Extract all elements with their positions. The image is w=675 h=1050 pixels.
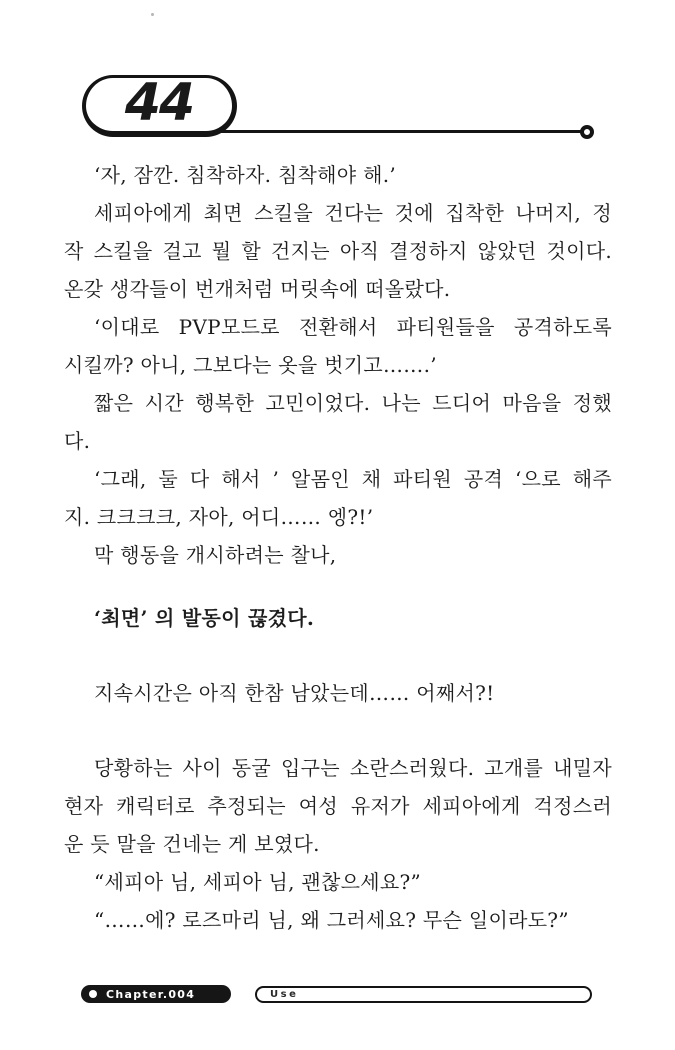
text-line: 작 스킬을 걸고 뭘 할 건지는 아직 결정하지 않았던 것이다. [64,239,612,263]
body-text [64,156,612,939]
text-line: 세피아에게 최면 스킬을 건다는 것에 집착한 나머지, 정 [94,201,612,225]
header-line-end-ring-icon [580,125,594,139]
text-line: “……에? 로즈마리 님, 왜 그러세요? 무슨 일이라도?” [94,908,569,932]
footer-chapter-pill [81,985,231,1003]
text-line: 당황하는 사이 동굴 입구는 소란스러웠다. 고개를 내밀자 [94,756,612,780]
text-line: ‘이대로 PVP모드로 전환해서 파티원들을 공격하도록 [94,315,612,339]
text-line: 온갖 생각들이 번개처럼 머릿속에 떠올랐다. [64,277,451,301]
footer-dot-icon [89,990,97,998]
chapter-number: 44 [124,72,194,133]
text-line: 짧은 시간 행복한 고민이었다. 나는 드디어 마음을 정했 [94,391,612,415]
text-line: 지. 크크크크, 자아, 어디…… 엥?!’ [64,505,374,529]
scan-speck [151,13,154,16]
text-line: 지속시간은 아직 한참 남았는데…… 어째서?! [94,681,495,705]
text-line: 시킬까? 아니, 그보다는 옷을 벗기고…….’ [64,353,437,377]
header-rule-line [220,130,582,133]
footer-chapter-label: Chapter.004 [106,987,196,1001]
text-line: ‘자, 잠깐. 침착하자. 침착해야 해.’ [94,163,397,187]
text-line: 다. [64,429,91,453]
chapter-number-box [82,72,237,137]
text-line: “세피아 님, 세피아 님, 괜찮으세요?” [94,870,422,894]
text-line: 현자 캐릭터로 추정되는 여성 유저가 세피아에게 걱정스러 [64,794,612,818]
text-line: 운 듯 말을 건네는 게 보였다. [64,832,320,856]
footer-title-pill [255,986,592,1003]
text-line: 막 행동을 개시하려는 찰나, [94,543,337,567]
text-line: ‘최면’ 의 발동이 끊겼다. [94,606,315,630]
footer-title-label: Use [270,988,299,1000]
text-line: ‘그래, 둘 다 해서 ’ 알몸인 채 파티원 공격 ‘으로 해주 [94,467,612,491]
